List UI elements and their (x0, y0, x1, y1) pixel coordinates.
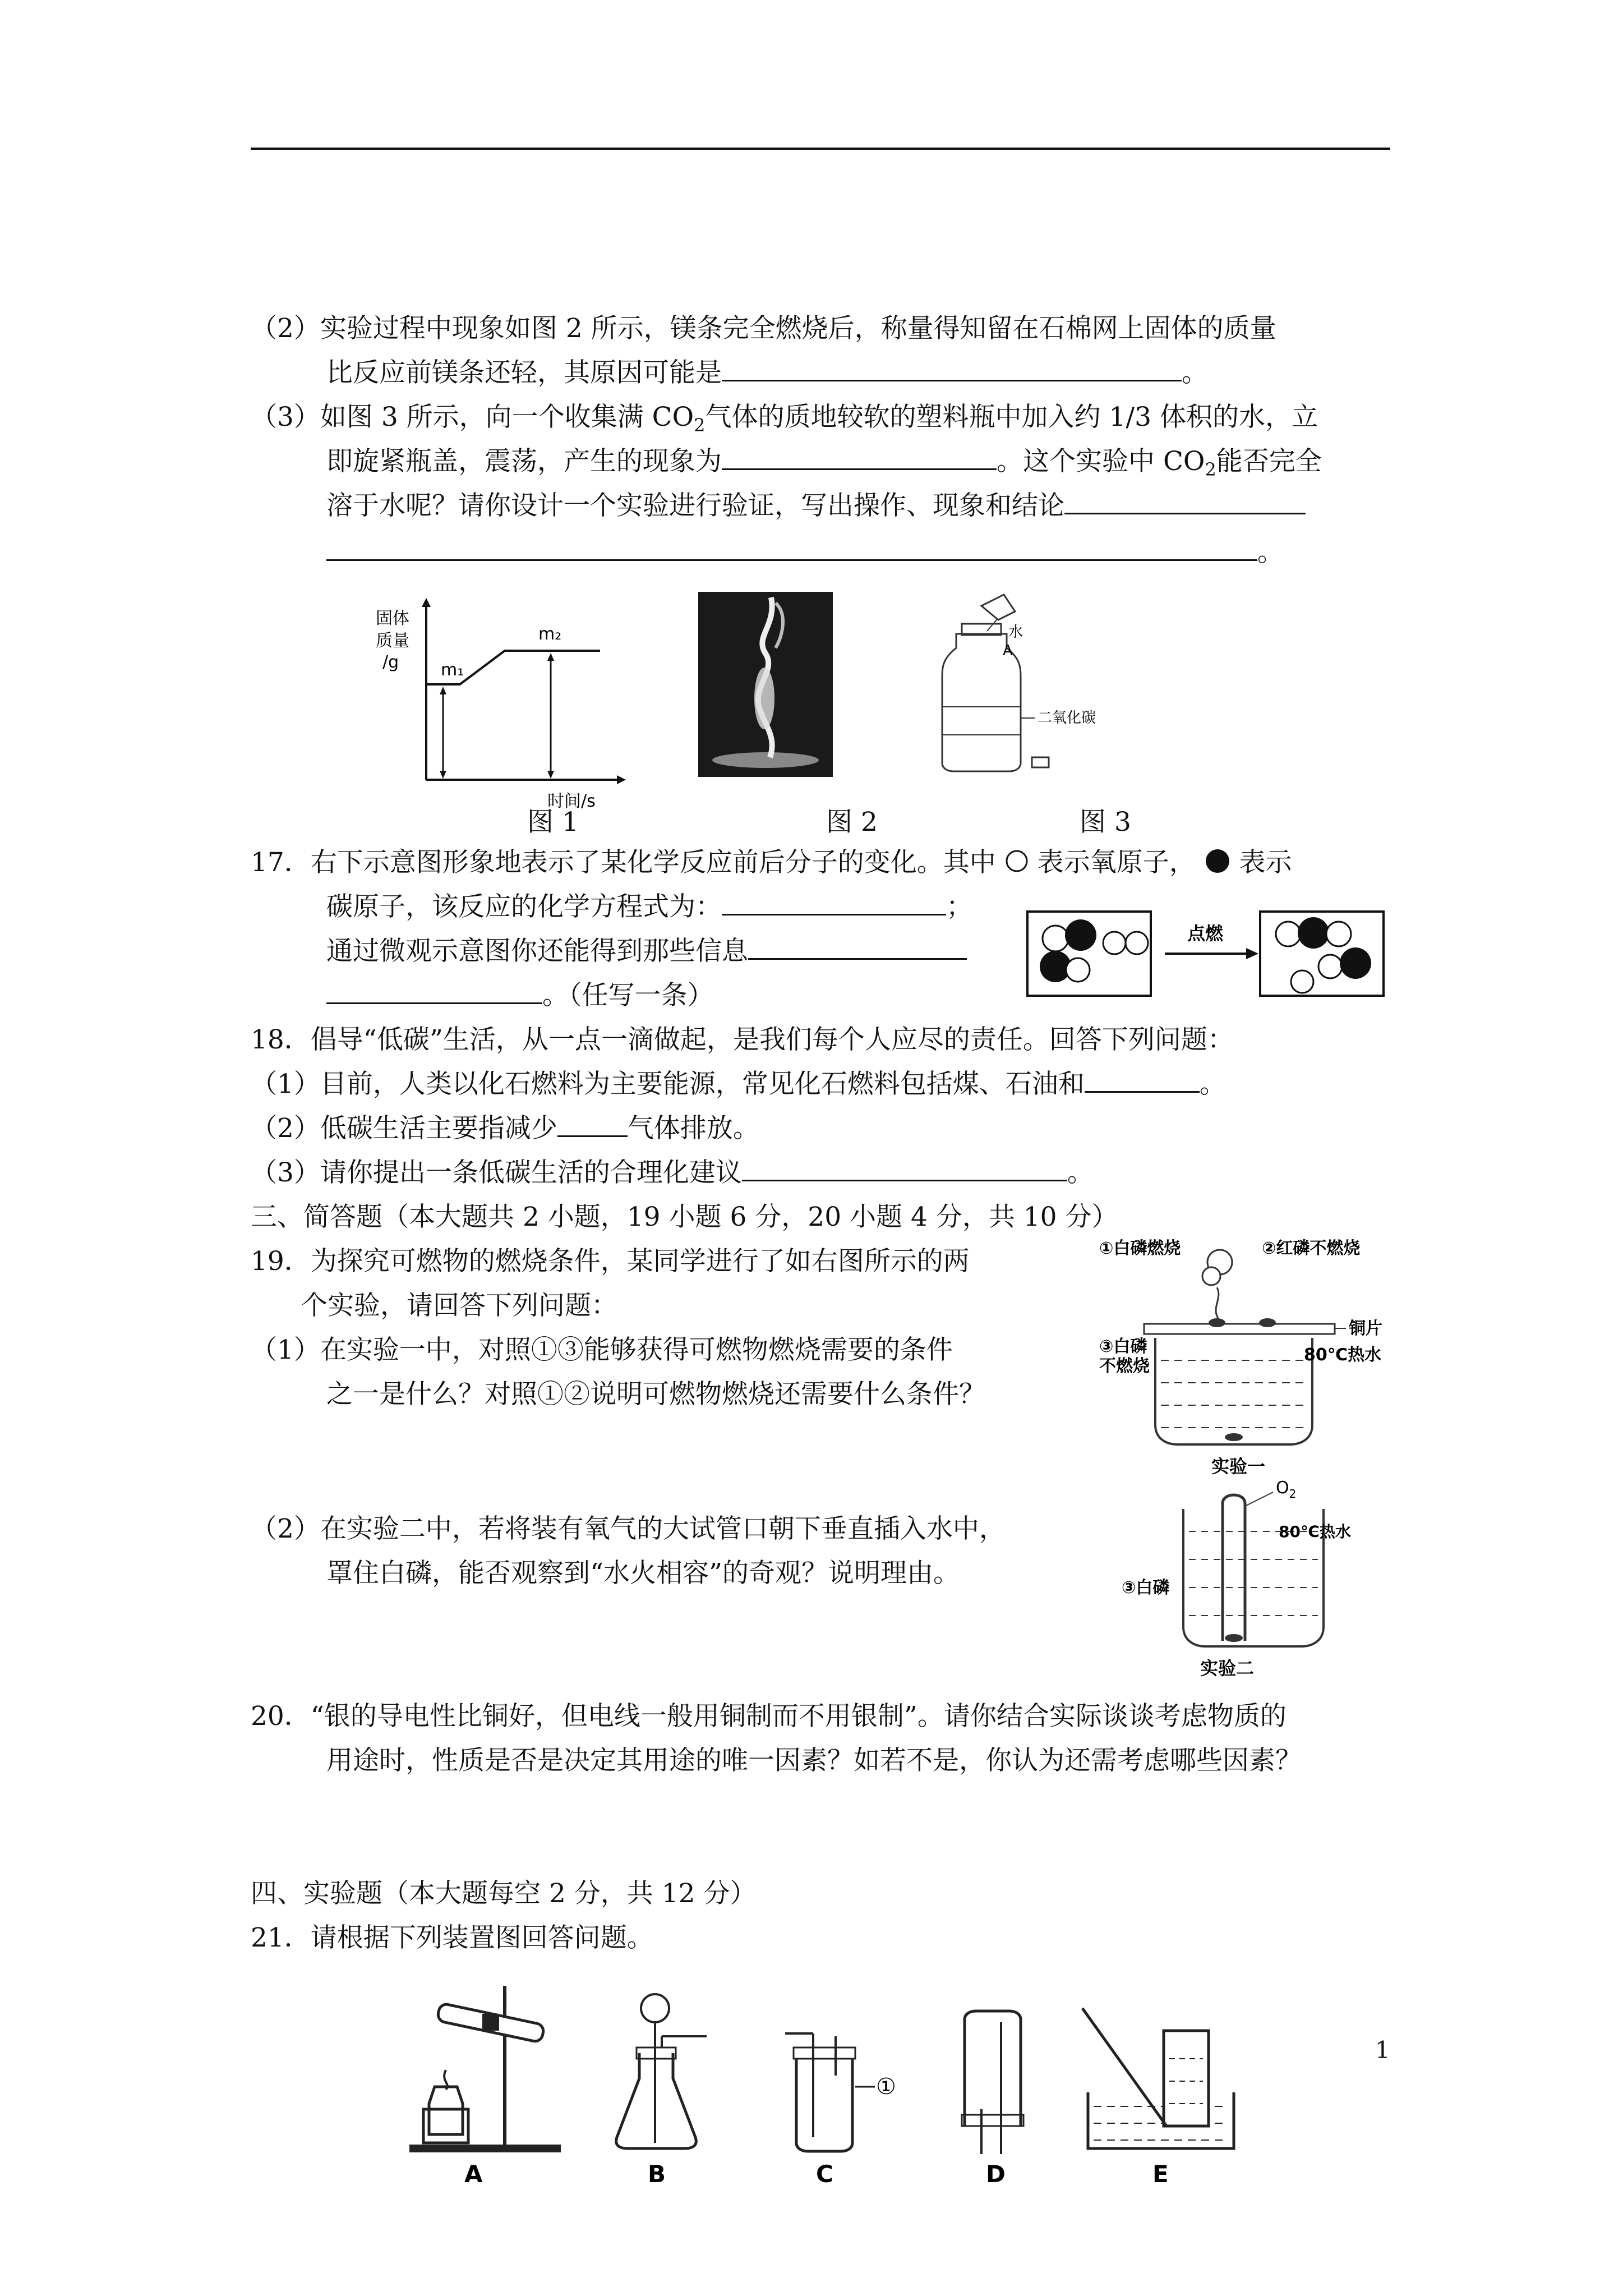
q16-p3-line2: 即旋紧瓶盖，震荡，产生的现象为 。这个实验中 $CO_2$能否完全 (326, 446, 1322, 480)
answer-blank[interactable] (748, 935, 967, 960)
figure-2-photo (698, 592, 833, 777)
apparatus-a (409, 1986, 561, 2188)
experiment-2-diagram (1122, 1478, 1380, 1694)
answer-blank[interactable] (326, 536, 1257, 561)
fig1-ylabel-2: 质量 (376, 631, 409, 651)
q18-line2: （1）目前，人类以化石燃料为主要能源，常见化石燃料包括煤、石油和 。 (251, 1069, 1226, 1099)
q16-p3-line3: 溶于水呢？请你设计一个实验进行验证，写出操作、现象和结论 (326, 489, 1306, 523)
q17-line3: 通过微观示意图你还能得到那些信息 (326, 935, 967, 968)
fig1-ylabel-1: 固体 (376, 609, 409, 628)
exp1-red-p: ②红磷不燃烧 (1262, 1239, 1361, 1258)
answer-blank[interactable] (326, 979, 542, 1004)
fig3-caption: 图 3 (1080, 807, 1131, 838)
label-a: A (464, 2160, 483, 2188)
oxygen-atom-icon (1004, 849, 1029, 873)
header-rule (251, 148, 1390, 150)
fig3-point-a: A (1003, 642, 1013, 659)
exp1-hot-water: 80℃热水 (1304, 1345, 1382, 1365)
q19-line4: 之一是什么？对照①②说明可燃物燃烧还需要什么条件？ (326, 1379, 985, 1410)
figure-1-graph (370, 595, 628, 811)
label-circle-1: ① (876, 2074, 896, 2100)
q19-line3: （1）在实验一中，对照①③能够获得可燃物燃烧需要的条件 (251, 1335, 953, 1365)
experiment-1-diagram (1099, 1234, 1391, 1481)
carbon-atom-icon (1204, 849, 1231, 873)
q16-p2-line2: 比反应前镁条还轻，其原因可能是 。 (326, 357, 1208, 388)
fig1-m1: m₁ (441, 660, 464, 680)
q19-line6: 罩住白磷，能否观察到“水火相容”的奇观？说明理由。 (326, 1558, 960, 1589)
arrow-label-ignite: 点燃 (1187, 923, 1224, 944)
q20-line2: 用途时，性质是否是决定其用途的唯一因素？如若不是，你认为还需考虑哪些因素？ (326, 1745, 1302, 1776)
answer-blank[interactable] (1064, 489, 1306, 514)
q16-p2-line1: （2）实验过程中现象如图 2 所示，镁条完全燃烧后，称量得知留在石棉网上固体的质量 (251, 313, 1276, 344)
q17-line4: 。（任写一条） (326, 979, 714, 1013)
answer-blank[interactable] (722, 356, 1182, 381)
exp1-caption: 实验一 (1211, 1456, 1266, 1477)
q17-line1: 17．右下示意图形象地表示了某化学反应前后分子的变化。其中 表示氧原子， 表示 (251, 847, 1292, 878)
apparatus-diagram (393, 1975, 1290, 2188)
exp1-white-p3-b: 不燃烧 (1099, 1356, 1150, 1376)
q18-line4: （3）请你提出一条低碳生活的合理化建议 。 (251, 1157, 1094, 1188)
apparatus-d (962, 2011, 1023, 2188)
page-number: 1 (1375, 2036, 1390, 2064)
q20-line1: 20．“银的导电性比铜好，但电线一般用铜制而不用银制”。请你结合实际谈谈考虑物质的 (251, 1701, 1287, 1732)
fig1-m2: m₂ (538, 624, 562, 644)
q17-line2: 碳原子，该反应的化学方程式为： ； (326, 891, 972, 922)
fig3-co2: 二氧化碳 (1038, 710, 1096, 726)
label-d: D (986, 2160, 1006, 2188)
label-b: B (648, 2160, 666, 2188)
answer-blank[interactable] (722, 445, 997, 470)
exp2-hot-water: 80℃热水 (1279, 1522, 1351, 1541)
fig1-ylabel-3: /g (382, 652, 399, 672)
exp1-white-p-burn: ①白磷燃烧 (1099, 1239, 1181, 1258)
q19-line2: 个实验，请回答下列问题： (301, 1290, 617, 1321)
exp2-white-p: ③白磷 (1122, 1578, 1170, 1598)
q18-line3: （2）低碳生活主要指减少 气体排放。 (251, 1113, 759, 1144)
answer-blank[interactable] (722, 890, 946, 915)
label-c: C (816, 2160, 833, 2188)
figure-3-bottle (937, 595, 1122, 774)
exp2-caption: 实验二 (1200, 1658, 1255, 1679)
answer-blank[interactable] (1085, 1068, 1200, 1093)
section-3-heading: 三、简答题（本大题共 2 小题，19 小题 6 分，20 小题 4 分，共 10 分） (251, 1202, 1118, 1232)
fig1-xlabel: 时间/s (547, 792, 596, 811)
exp1-white-p3-a: ③白磷 (1099, 1337, 1147, 1356)
q19-line5: （2）在实验二中，若将装有氧气的大试管口朝下垂直插入水中， (251, 1513, 1006, 1544)
answer-blank[interactable] (742, 1156, 1067, 1181)
apparatus-e (1082, 2008, 1234, 2188)
q16-p3-line1: （3）如图 3 所示，向一个收集满 $CO_2$气体的质地较软的塑料瓶中加入约 1/3 体积的水，立 (251, 402, 1318, 436)
fig2-caption: 图 2 (826, 807, 878, 838)
label-e: E (1152, 2160, 1169, 2188)
exp1-copper: 铜片 (1349, 1319, 1382, 1338)
q19-line1: 19．为探究可燃物的燃烧条件，某同学进行了如右图所示的两 (251, 1246, 970, 1277)
section-4-heading: 四、实验题（本大题每空 2 分，共 12 分） (251, 1878, 757, 1909)
q18-line1: 18．倡导“低碳”生活，从一点一滴做起，是我们每个人应尽的责任。回答下列问题： (251, 1024, 1234, 1055)
answer-blank[interactable] (557, 1112, 628, 1137)
q16-p3-line4: 。 (326, 536, 1284, 569)
reaction-diagram (1027, 900, 1386, 999)
apparatus-b (616, 1994, 707, 2188)
exp2-o2: $O_2$ (1276, 1478, 1297, 1501)
apparatus-c (785, 2033, 896, 2188)
q21-line1: 21．请根据下列装置图回答问题。 (251, 1922, 653, 1953)
fig3-water: 水 (1008, 624, 1023, 641)
fig1-caption: 图 1 (527, 807, 579, 838)
